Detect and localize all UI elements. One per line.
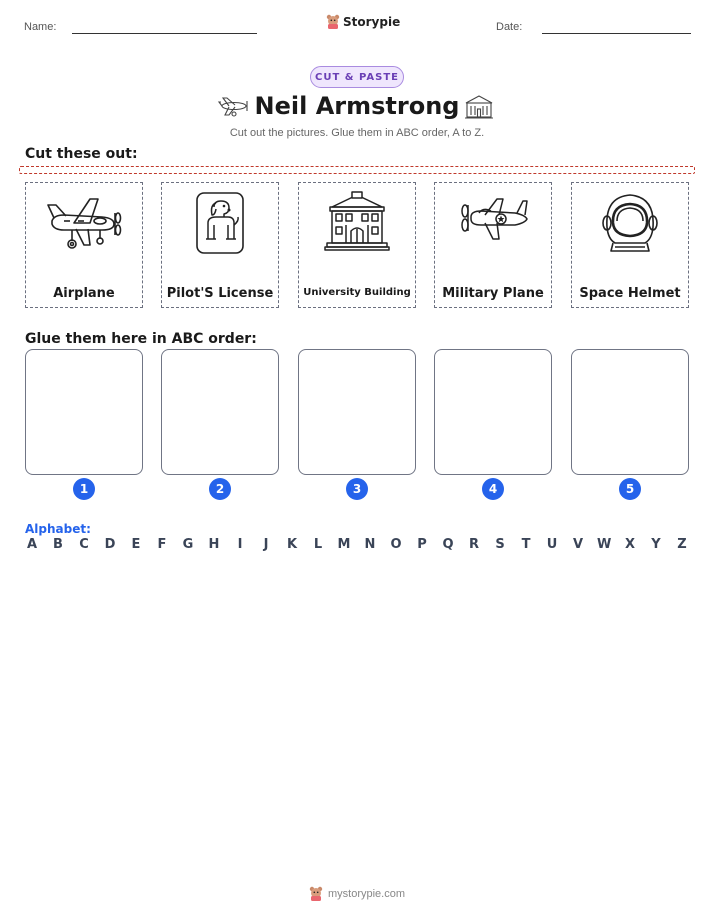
dog-card-icon [194,191,246,255]
building-doodle-icon [464,94,494,120]
glue-slot-5[interactable] [571,349,689,475]
card-label-military-plane: Military Plane [442,286,544,301]
alphabet-row [25,537,689,552]
brand-name: Storypie [343,15,401,29]
footer [0,886,714,902]
glue-slot-4[interactable] [434,349,552,475]
alphabet-letter: Q [442,537,454,552]
cutout-card-space-helmet[interactable] [571,182,689,308]
slot-number-3: 3 [346,478,368,500]
date-label: Date: [496,21,523,33]
cutout-card-pilots-license[interactable] [161,182,279,308]
alphabet-letter: F [157,537,167,552]
slot-number-5: 5 [619,478,641,500]
alphabet-letter: C [79,537,89,552]
footer-site-link[interactable]: mystorypie.com [327,888,406,900]
alphabet-letter: E [131,537,141,552]
alphabet-heading: Alphabet: [25,522,91,536]
storypie-bear-icon [309,886,323,902]
alphabet-letter: A [26,537,38,552]
alphabet-letter: I [237,537,243,552]
slot-number-1: 1 [73,478,95,500]
alphabet-letter: O [390,537,402,552]
name-label: Name: [24,21,57,33]
glue-heading: Glue them here in ABC order: [25,331,257,347]
slot-number-2: 2 [209,478,231,500]
alphabet-letter: K [286,537,298,552]
date-line [542,33,691,34]
cutout-card-university-building[interactable] [298,182,416,308]
page-title: Neil Armstrong [254,92,460,120]
cutout-card-military-plane[interactable] [434,182,552,308]
alphabet-letter: X [624,537,636,552]
glue-slot-2[interactable] [161,349,279,475]
cut-dashed-line [19,166,695,174]
alphabet-letter: P [417,537,427,552]
name-line [72,33,257,34]
alphabet-letter: Z [677,537,687,552]
card-label-airplane: Airplane [53,286,115,301]
alphabet-letter: J [263,537,269,552]
alphabet-letter: N [364,537,376,552]
airplane-doodle-icon [217,95,251,119]
cut-paste-badge: CUT & PASTE [310,66,404,88]
cut-heading: Cut these out: [25,146,138,162]
card-label-space-helmet: Space Helmet [579,286,681,301]
space-helmet-icon [597,191,663,257]
card-label-university-building: University Building [303,287,411,298]
airplane-icon [44,191,124,253]
cutout-card-airplane[interactable] [25,182,143,308]
alphabet-letter: T [521,537,531,552]
glue-slot-3[interactable] [298,349,416,475]
alphabet-letter: Y [651,537,661,552]
alphabet-letter: B [53,537,63,552]
alphabet-letter: R [468,537,479,552]
alphabet-letter: V [572,537,584,552]
slot-number-4: 4 [482,478,504,500]
alphabet-letter: L [313,537,323,552]
instructions-text: Cut out the pictures. Glue them in ABC order, A to Z. [229,127,485,139]
alphabet-letter: U [546,537,558,552]
alphabet-letter: S [495,537,505,552]
alphabet-letter: W [597,537,612,552]
card-label-pilots-license: Pilot'S License [166,286,274,301]
alphabet-letter: M [337,537,351,552]
university-building-icon [324,191,390,251]
alphabet-letter: H [208,537,220,552]
alphabet-letter: G [182,537,194,552]
brand-logo [326,14,400,30]
military-plane-icon [457,191,529,247]
alphabet-letter: D [104,537,116,552]
glue-slot-1[interactable] [25,349,143,475]
storypie-bear-icon [326,14,340,30]
